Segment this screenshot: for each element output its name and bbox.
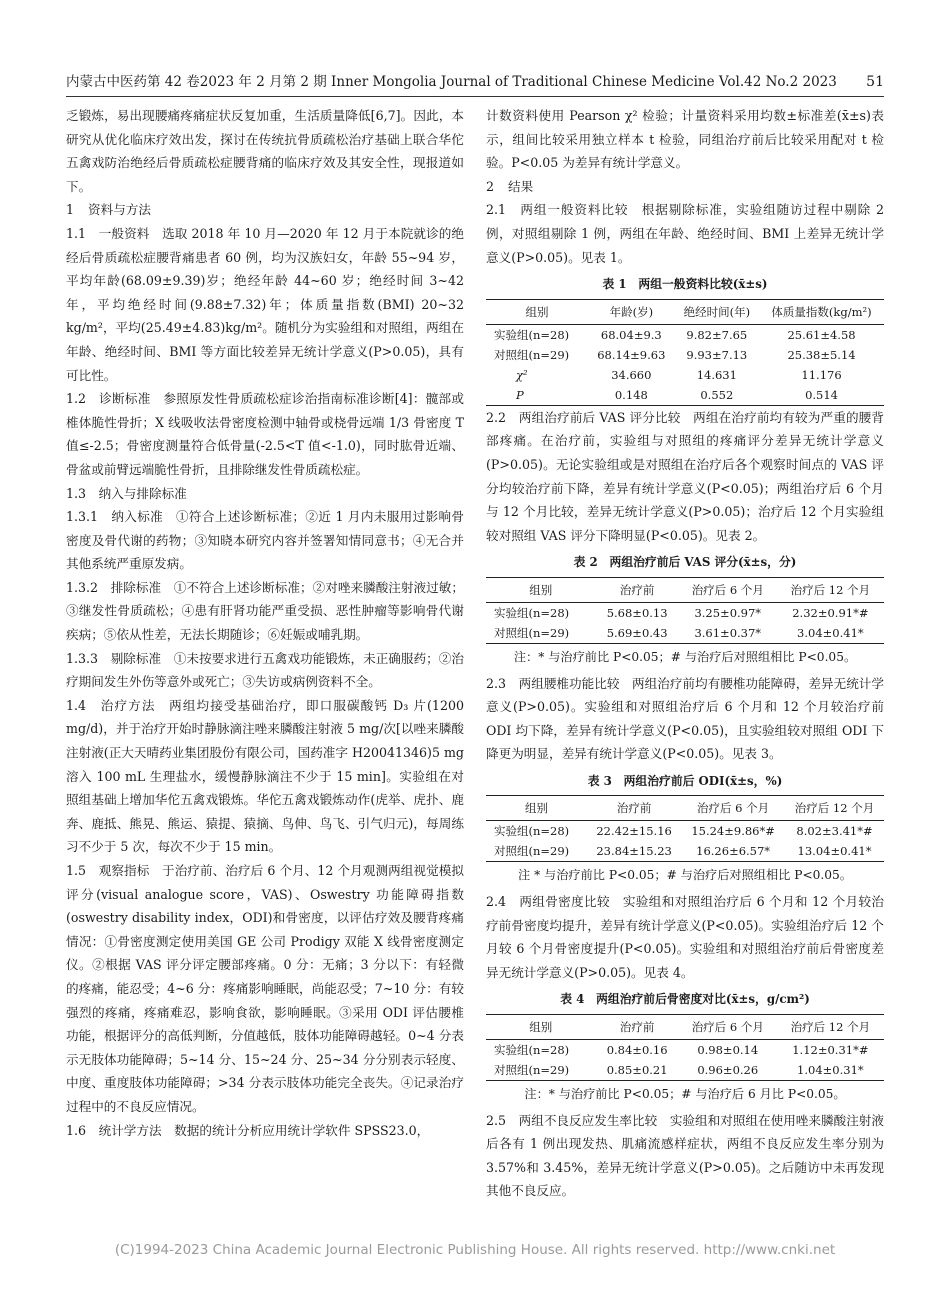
table-header-cell: 组别 <box>486 577 595 602</box>
table-cell: 11.176 <box>801 367 842 382</box>
table-cell: 对照组(n=29) <box>486 623 595 644</box>
table-cell: 0.85±0.21 <box>595 1060 678 1081</box>
table-header-cell: 治疗前 <box>595 1015 678 1040</box>
table-header-cell: 治疗后 12 个月 <box>785 796 884 821</box>
table-cell: 对照组(n=29) <box>486 1060 595 1081</box>
section-number: 1 <box>66 202 75 218</box>
table-2-caption: 表 2 两组治疗前后 VAS 评分(x̄±s，分) <box>573 555 797 570</box>
section-title: 资料与方法 <box>88 202 151 218</box>
section-1-3-3: 1.3.3 剔除标准 ①未按要求进行五禽戏功能锻炼，未正确服药；②治疗期间发生外伤等意外或死亡；③失访或病例资料不全。 <box>66 650 464 690</box>
section-heading-2 <box>486 175 884 199</box>
table-2-note: 注：* 与治疗前比 P<0.05；# 与治疗后对照组相比 P<0.05。 <box>513 649 857 664</box>
table-cell: 23.84±15.23 <box>587 841 681 862</box>
running-header <box>66 68 884 97</box>
table-cell: 68.04±9.3 <box>600 327 662 342</box>
section-1-5: 1.5 观察指标 于治疗前、治疗后 6 个月、12 个月观测两组视觉模拟评分(visual analogue score，VAS)、Oswestry 功能障碍指数(oswestry disability index，ODI)和骨密度，以评估疗效及腰背疼痛情况：①骨密度测定使用美国 GE 公司 Prodigy 双能 X 线骨密度测定仪。②根据 VAS 评分评定腰部疼痛。0 分：无痛；3 分以下：有轻微的疼痛，能忍受；4~6 分：疼痛影响睡眠，尚能忍受；7~10 分：有较强烈的疼痛，疼痛难忍，影响食欲，影响睡眠。③采用 ODI 评估腰椎功能，根据评分的高低判断，分值越低，肢体功能障碍越轻。0~4 分表示无肢体功能障碍；5~14 分、15~24 分、25~34 分分别表示轻度、中度、重度肢体功能障碍；>34 分表示肢体功能完全丧失。④记录治疗过程中的不良反应情况。 <box>66 863 464 1114</box>
table-header-cell: 组别 <box>486 796 587 821</box>
table-1-caption: 表 1 两组一般资料比较(x̄±s) <box>602 277 768 292</box>
table-4 <box>486 1014 884 1081</box>
table-cell: 实验组(n=28) <box>494 1043 570 1058</box>
section-2-2: 2.2 两组治疗前后 VAS 评分比较 两组在治疗前均有较为严重的腰背部疼痛。在治疗前，实验组与对照组的疼痛评分差异无统计学意义(P>0.05)。无论实验组或是对照组在治疗后各个观察时间点的 VAS 评分均较治疗前下降，差异有统计学意义(P<0.05)；两组治疗后 6 个月与 12 个月比较，差异无统计学意义(P>0.05)；治疗后 12 个月实验组较对照组 VAS 评分下降明显(P<0.05)。见表 2。 <box>486 409 884 543</box>
table-cell: 34.660 <box>611 367 652 382</box>
copyright-footer: (C)1994-2023 China Academic Journal Electronic Publishing House. All rights reserved. http://www.cnki.net <box>114 1242 836 1258</box>
table-cell: 1.04±0.31* <box>777 1060 884 1081</box>
table-header-cell: 组别 <box>486 1015 595 1040</box>
table-header-cell: 治疗后 6 个月 <box>679 577 777 602</box>
table-cell: 16.26±6.57* <box>681 841 785 862</box>
table-cell: 实验组(n=28) <box>494 824 570 839</box>
section-2-1: 2.1 两组一般资料比较 根据剔除标准，实验组随访过程中剔除 2 例，对照组剔除 1 例，两组在年龄、绝经时间、BMI 上差异无统计学意义(P>0.05)。见表 1。 <box>486 202 884 265</box>
section-2-4: 2.4 两组骨密度比较 实验组和对照组治疗后 6 个月和 12 个月较治疗前骨密度均提升，差异有统计学意义(P<0.05)。实验组治疗后 12 个月较 6 个月骨密度提升(P<0.05)。实验组和对照组治疗前后骨密度差异无统计学意义(P>0.05)。见表 4。 <box>486 894 884 980</box>
table-cell: P <box>486 385 588 406</box>
table-cell: 0.98±0.14 <box>697 1043 759 1058</box>
section-2-5: 2.5 两组不良反应发生率比较 实验组和对照组在使用唑来膦酸注射液后各有 1 例出现发热、肌痛流感样症状，两组不良反应发生率分别为 3.57%和 3.45%，差异无统计学意义(P>0.05)。之后随访中未再发现其他不良反应。 <box>486 1112 884 1199</box>
table-row <box>486 365 884 385</box>
section-1-4: 1.4 治疗方法 两组均接受基础治疗，即口服碳酸钙 D₃ 片(1200 mg/d)，并于治疗开始时静脉滴注唑来膦酸注射液 5 mg/次[以唑来膦酸注射液(正大天晴药业集团股份有限公司，国药准字 H20041346)5 mg 溶入 100 mL 生理盐水，缓慢静脉滴注不少于 15 min]。实验组在对照组基础上增加华佗五禽戏锻炼。华佗五禽戏锻炼动作(虎举、虎扑、鹿奔、鹿抵、熊晃、熊运、猿提、猿摘、鸟伸、鸟飞、引气归元)，每周练习不少于 5 次，每次不少于 15 min。 <box>66 697 464 855</box>
table-cell: 8.02±3.41*# <box>796 824 873 839</box>
table-cell: 实验组(n=28) <box>494 605 570 620</box>
table-cell: 25.61±4.58 <box>787 327 856 342</box>
table-row <box>486 324 884 345</box>
table-cell: χ² <box>516 367 528 382</box>
table-cell: 0.84±0.16 <box>606 1043 668 1058</box>
section-title: 结果 <box>508 178 534 194</box>
section-1-3-2: 1.3.2 排除标准 ①不符合上述诊断标准；②对唑来膦酸注射液过敏；③继发性骨质疏松；④患有肝肾功能严重受损、恶性肿瘤等影响骨代谢疾病；⑤依从性差，无法长期随诊；⑥妊娠或哺乳期。 <box>66 579 464 643</box>
table-row <box>486 841 884 862</box>
page-number: 51 <box>866 74 884 90</box>
table-cell: 15.24±9.86*# <box>691 824 775 839</box>
table-cell: 3.25±0.97* <box>694 605 762 620</box>
table-header-cell: 年龄(岁) <box>588 299 675 324</box>
paragraph-stats-cont: 计数资料使用 Pearson χ² 检验；计量资料采用均数±标准差(x̄±s)表示，组间比较采用独立样本 t 检验，同组治疗前后比较采用配对 t 检验。P<0.05 为差异有统计学意义。 <box>486 108 884 171</box>
table-cell: 3.61±0.37* <box>679 623 777 644</box>
section-1-6: 1.6 统计学方法 数据的统计分析应用统计学软件 SPSS23.0， <box>66 1122 430 1138</box>
table-cell: 14.631 <box>696 367 737 382</box>
table-cell: 0.552 <box>675 385 759 406</box>
table-row <box>486 1040 884 1061</box>
table-row <box>486 623 884 644</box>
table-4-caption: 表 4 两组治疗前后骨密度对比(x̄±s，g/cm²) <box>560 992 810 1007</box>
table-row <box>486 345 884 365</box>
table-cell: 0.514 <box>759 385 884 406</box>
left-column <box>66 104 464 1142</box>
table-cell: 9.82±7.65 <box>686 327 748 342</box>
table-3 <box>486 795 884 862</box>
table-cell: 5.69±0.43 <box>595 623 678 644</box>
table-cell: 对照组(n=29) <box>486 841 587 862</box>
table-cell: 对照组(n=29) <box>494 347 570 362</box>
table-cell: 0.148 <box>588 385 675 406</box>
paragraph-intro: 乏锻炼，易出现腰痛疼痛症状反复加重，生活质量降低[6,7]。因此，本研究从优化临床疗效出发，探讨在传统抗骨质疏松治疗基础上联合华佗五禽戏防治绝经后骨质疏松症腰背痛的临床疗效及其安全性，现报道如下。 <box>66 108 464 194</box>
table-cell: 0.96±0.26 <box>679 1060 777 1081</box>
table-header-cell: 组别 <box>486 299 588 324</box>
table-cell: 2.32±0.91*# <box>792 605 869 620</box>
table-2 <box>486 577 884 644</box>
table-header-cell: 治疗前 <box>595 577 678 602</box>
section-number: 2 <box>486 178 495 194</box>
table-cell: 实验组(n=28) <box>494 327 570 342</box>
table-3-note: 注 * 与治疗前比 P<0.05；# 与治疗后对照组相比 P<0.05。 <box>518 868 852 883</box>
table-header-cell: 治疗前 <box>587 796 681 821</box>
table-3-caption: 表 3 两组治疗前后 ODI(x̄±s，%) <box>587 773 783 788</box>
section-2-3: 2.3 两组腰椎功能比较 两组治疗前均有腰椎功能障碍，差异无统计学意义(P>0.05)。实验组和对照组治疗后 6 个月和 12 个月较治疗前 ODI 均下降，差异有统计学意义(P<0.05)，且实验组较对照组 ODI 下降更为明显，差异有统计学意义(P<0.05)。见表 3。 <box>486 675 884 762</box>
table-row <box>486 821 884 842</box>
table-cell: 25.38±5.14 <box>787 347 856 362</box>
table-header-cell: 绝经时间(年) <box>675 299 759 324</box>
table-4-note: 注：* 与治疗前比 P<0.05；# 与治疗后 6 月比 P<0.05。 <box>524 1087 846 1102</box>
table-cell: 1.12±0.31*# <box>792 1043 869 1058</box>
table-cell: 5.68±0.13 <box>606 605 668 620</box>
table-header-cell: 治疗后 12 个月 <box>777 1015 884 1040</box>
table-cell: 3.04±0.41* <box>777 623 884 644</box>
section-1-3-1: 1.3.1 纳入标准 ①符合上述诊断标准；②近 1 月内未服用过影响骨密度及骨代谢的药物；③知晓本研究内容并签署知情同意书；④无合并其他系统严重原发病。 <box>66 509 464 572</box>
table-row <box>486 602 884 623</box>
section-heading-1 <box>66 198 464 222</box>
table-header-cell: 治疗后 6 个月 <box>679 1015 777 1040</box>
table-header-cell: 治疗后 6 个月 <box>681 796 785 821</box>
table-1 <box>486 299 884 406</box>
table-row <box>486 1060 884 1081</box>
section-1-2: 1.2 诊断标准 参照原发性骨质疏松症诊治指南标准诊断[4]：髋部或椎体脆性骨折；X 线吸收法骨密度检测中轴骨或桡骨远端 1/3 骨密度 T 值≤-2.5；骨密度测量符合低骨量(-2.5<T 值<-1.0)，同时肱骨近端、骨盆或前臂远端脆性骨折，且排除继发性骨质疏松症。 <box>66 391 464 477</box>
table-cell: 68.14±9.63 <box>597 347 666 362</box>
table-cell: 13.04±0.41* <box>785 841 884 862</box>
table-header-cell: 治疗后 12 个月 <box>777 577 884 602</box>
journal-title: 内蒙古中医药第 42 卷2023 年 2 月第 2 期 Inner Mongolia Journal of Traditional Chinese Medicine Vol.42 No.2 2023 <box>66 74 837 90</box>
table-cell: 22.42±15.16 <box>596 824 672 839</box>
section-1-3: 1.3 纳入与排除标准 <box>66 485 187 501</box>
table-row <box>486 385 884 406</box>
right-column <box>486 104 884 1203</box>
table-cell: 9.93±7.13 <box>686 347 748 362</box>
table-header-cell: 体质量指数(kg/m²) <box>759 299 884 324</box>
section-1-1: 1.1 一般资料 选取 2018 年 10 月—2020 年 12 月于本院就诊的绝经后骨质疏松症腰背痛患者 60 例，均为汉族妇女，年龄 55~94 岁，平均年龄(68.09±9.39)岁；绝经年龄 44~60 岁；绝经时间 3~42 年，平均绝经时间(9.88±7.32)年；体质量指数(BMI) 20~32 kg/m²，平均(25.49±4.83)kg/m²。随机分为实验组和对照组，两组在年龄、绝经时间、BMI 等方面比较差异无统计学意义(P>0.05)，具有可比性。 <box>66 225 464 383</box>
